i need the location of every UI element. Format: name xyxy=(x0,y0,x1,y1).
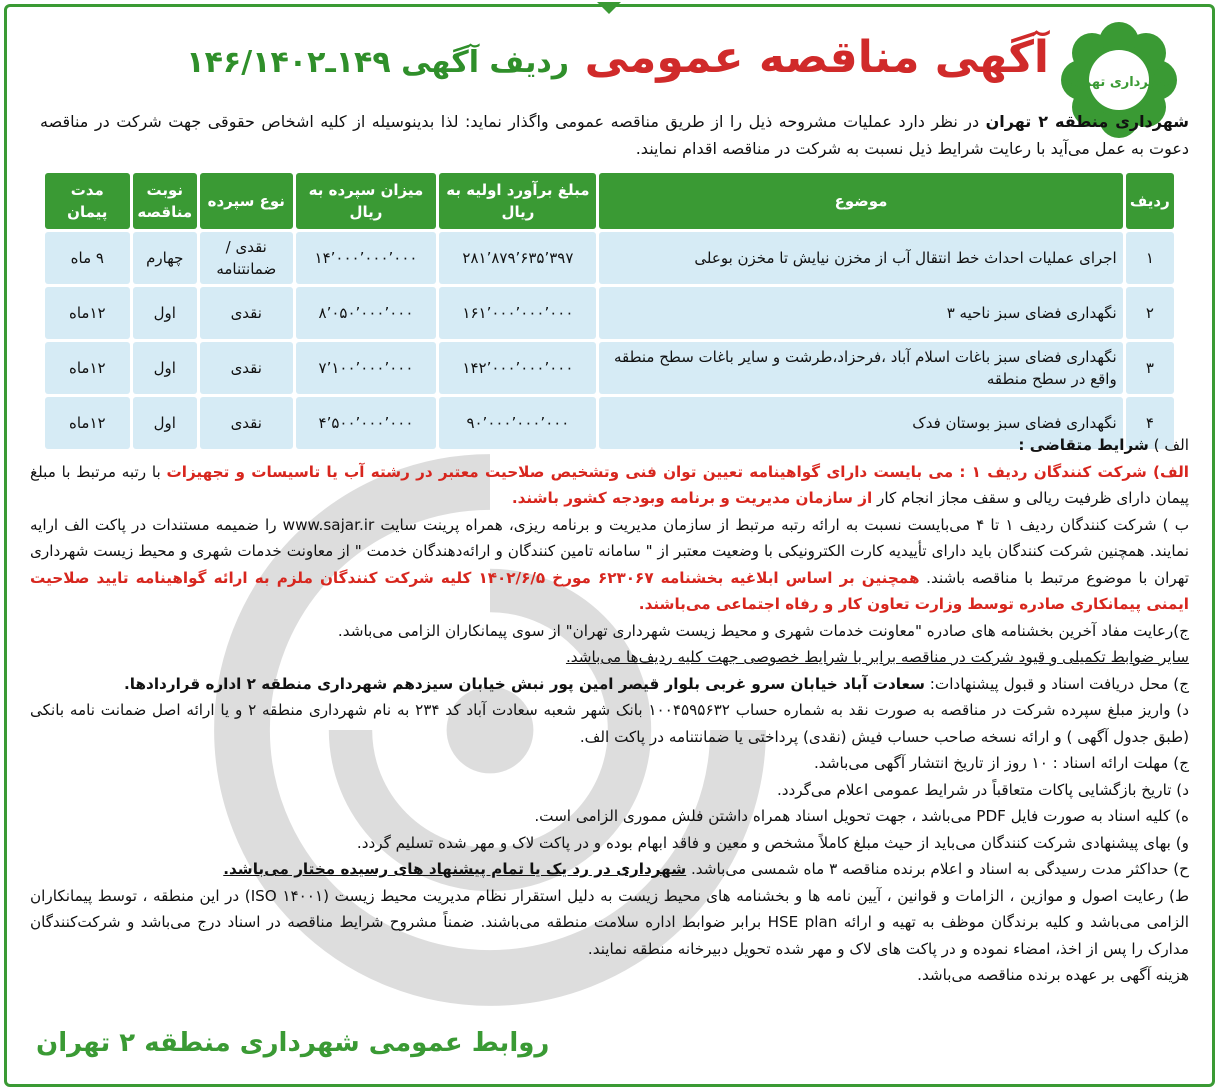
title-sub: ردیف آگهی ۱۴۹ـ۱۴۶/۱۴۰۲ xyxy=(186,45,570,80)
cell-round: چهارم xyxy=(133,232,197,284)
cell-round: اول xyxy=(133,287,197,339)
cell-subject: نگهداری فضای سبز باغات اسلام آباد ،فرحزاد،طرشت و سایر باغات سطح منطقه واقع در سطح منطقه xyxy=(599,342,1122,394)
item-review: ح) حداکثر مدت رسیدگی به اسناد و اعلام برنده مناقصه ۳ ماه شمسی می‌باشد. شهرداری در رد یک یا تمام پیشنهاد های رسیده مختار می‌باشد. xyxy=(223,860,1189,878)
cell-round: اول xyxy=(133,342,197,394)
cell-subject: نگهداری فضای سبز بوستان فدک xyxy=(599,397,1122,449)
border-notch xyxy=(597,2,621,14)
cell-deposit: ۱۴٬۰۰۰٬۰۰۰٬۰۰۰ xyxy=(296,232,437,284)
item-environment: ط) رعایت اصول و موازین ، الزامات و قوانین ، آیین نامه ها و بخشنامه های محیط زیست به دلیل استقرار نظام مدیریت محیط زیست (ISO ۱۴۰۰۱) در این منطقه ، توسط پیمانکاران الزامی می‌باشد و کلیه برندگان موظف به تهیه و ارائه HSE plan برابر ضوابط اداره سلامت منطقه می‌باشند. ضمناً مشروح شرایط مناقصه در اسناد درج می‌باشد و شرکت‌کنندگان مدارک را پس از اخذ، امضاء نموده و در پاکت های لاک و مهر شده تحویل دبیرخانه منطقه نمایند. xyxy=(30,886,1189,958)
cell-no: ۴ xyxy=(1126,397,1174,449)
cell-round: اول xyxy=(133,397,197,449)
col-subject: موضوع xyxy=(599,173,1122,229)
cell-deposit-type: نقدی / ضمانتنامه xyxy=(200,232,293,284)
cell-estimate: ۹۰٬۰۰۰٬۰۰۰٬۰۰۰ xyxy=(439,397,596,449)
cell-duration: ۱۲ماه xyxy=(45,287,130,339)
cell-estimate: ۲۸۱٬۸۷۹٬۶۳۵٬۳۹۷ xyxy=(439,232,596,284)
col-deposit-type: نوع سپرده xyxy=(200,173,293,229)
item-deposit: د) واریز مبلغ سپرده شرکت در مناقصه به صورت نقد به شماره حساب ۱۰۰۴۵۹۵۶۳۲ بانک شهر شعبه سعادت آباد کد ۲۳۴ به نام شهرداری منطقه ۲ و یا ارائه اصل ضمانت نامه بانکی (طبق جدول آگهی ) و ارائه نسخه صاحب حساب فیش (نقدی) پرداختی یا ضمانتنامه در پاکت الف. xyxy=(30,701,1189,746)
cell-deposit-type: نقدی xyxy=(200,397,293,449)
item-cost: هزینه آگهی بر عهده برنده مناقصه می‌باشد. xyxy=(917,966,1189,984)
organization-name: شهرداری منطقه ۲ تهران xyxy=(985,112,1190,131)
cell-deposit: ۸٬۰۵۰٬۰۰۰٬۰۰۰ xyxy=(296,287,437,339)
cell-subject: اجرای عملیات احداث خط انتقال آب از مخزن نیایش تا مخزن بوعلی xyxy=(599,232,1122,284)
item-deadline: ج) مهلت ارائه اسناد : ۱۰ روز از تاریخ انتشار آگهی می‌باشد. xyxy=(813,754,1189,772)
condition-b: ب ) شرکت کنندگان ردیف ۱ تا ۴ می‌بایست نسبت به ارائه رتبه مرتبط از سازمان مدیریت و برنامه ریزی، همراه پرینت سایت www.sajar.ir را ضمیمه مستندات در پاکت الف ارایه نمایند. همچنین شرکت کنندگان باید دارای تأییدیه کارت الکترونیکی با وضعیت معتبر از " سامانه تامین کنندگان و ارائه‌دهندگان خدمت " از معاونت خدمات شهری و محیط زیست شهرداری تهران با موضوع مرتبط با مناقصه باشند. همچنین بر اساس ابلاغیه بخشنامه ۶۲۳۰۶۷ مورخ ۱۴۰۲/۶/۵ کلیه شرکت کنندگان ملزم به ارائه گواهینامه تایید صلاحیت ایمنی پیمانکاری صادره توسط وزارت تعاون کار و رفاه اجتماعی می‌باشند. xyxy=(30,515,1189,613)
cell-deposit-type: نقدی xyxy=(200,342,293,394)
condition-a: الف) شرکت کنندگان ردیف ۱ : می بایست دارای گواهینامه تعیین توان فنی وتشخیص صلاحیت معتبر در رشته آب یا تاسیسات و تجهیزات با رتبه مرتبط با مبلغ پیمان دارای ظرفیت ریالی و سقف مجاز انجام کار از سازمان مدیریت و برنامه وبودجه کشور باشند. xyxy=(30,462,1189,507)
item-location: ج) محل دریافت اسناد و قبول پیشنهادات: سعادت آباد خیابان سرو غربی بلوار قیصر امین پور نبش خیابان سیزدهم شهرداری منطقه ۲ اداره قراردادها. xyxy=(124,674,1189,693)
col-round: نوبت مناقصه xyxy=(133,173,197,229)
cell-estimate: ۱۴۲٬۰۰۰٬۰۰۰٬۰۰۰ xyxy=(439,342,596,394)
table-row xyxy=(45,287,1174,339)
condition-d: سایر ضوابط تکمیلی و قیود شرکت در مناقصه برابر با شرایط خصوصی جهت کلیه ردیف‌ها می‌باشد. xyxy=(565,648,1189,666)
intro-paragraph xyxy=(40,108,1189,162)
cell-deposit-type: نقدی xyxy=(200,287,293,339)
cell-no: ۳ xyxy=(1126,342,1174,394)
table-row xyxy=(45,342,1174,394)
item-opening: د) تاریخ بازگشایی پاکات متعاقباً در شرایط عمومی اعلام می‌گردد. xyxy=(776,780,1189,799)
item-pdf: ه) کلیه اسناد به صورت فایل PDF می‌باشد ، جهت تحویل اسناد همراه داشتن فلش مموری الزامی است. xyxy=(534,807,1189,825)
cell-estimate: ۱۶۱٬۰۰۰٬۰۰۰٬۰۰۰ xyxy=(439,287,596,339)
header xyxy=(0,14,1219,102)
intro-text: در نظر دارد عملیات مشروحه ذیل را از طریق مناقصه عمومی واگذار نماید: لذا بدینوسیله از کلیه اشخاص حقوقی جهت شرکت در مناقصه دعوت به عمل می‌آید با رعایت شرایط ذیل نسبت به شرکت در مناقصه اقدام نمایند. xyxy=(40,112,1189,158)
notice-title xyxy=(186,32,1049,83)
cell-duration: ۱۲ماه xyxy=(45,397,130,449)
cell-duration: ۱۲ماه xyxy=(45,342,130,394)
cell-no: ۲ xyxy=(1126,287,1174,339)
item-price: و) بهای پیشنهادی شرکت کنندگان می‌باید از حیث مبلغ کاملاً مشخص و معین و فاقد ابهام بوده و در پاکت لاک و مهر شده تسلیم گردد. xyxy=(356,833,1189,852)
cell-no: ۱ xyxy=(1126,232,1174,284)
condition-c: ج)رعایت مفاد آخرین بخشنامه های صادره "معاونت خدمات شهری و محیط زیست شهرداری تهران" از سوی پیمانکاران الزامی می‌باشد. xyxy=(337,621,1189,640)
conditions-body xyxy=(30,432,1189,989)
col-no: ردیف xyxy=(1126,173,1174,229)
title-main: آگهی مناقصه عمومی xyxy=(584,32,1049,83)
cell-subject: نگهداری فضای سبز ناحیه ۳ xyxy=(599,287,1122,339)
col-estimate: مبلغ برآورد اولیه به ریال xyxy=(439,173,596,229)
cell-deposit: ۷٬۱۰۰٬۰۰۰٬۰۰۰ xyxy=(296,342,437,394)
logo-text: شهرداری تهران xyxy=(1068,75,1170,90)
table-header-row xyxy=(45,173,1174,229)
conditions-heading: الف ) شرایط متقاضی : xyxy=(1018,436,1189,454)
public-relations-signature: روابط عمومی شهرداری منطقه ۲ تهران xyxy=(36,1028,550,1058)
table-row xyxy=(45,232,1174,284)
cell-duration: ۹ ماه xyxy=(45,232,130,284)
cell-deposit: ۴٬۵۰۰٬۰۰۰٬۰۰۰ xyxy=(296,397,437,449)
col-deposit: میزان سپرده به ریال xyxy=(296,173,437,229)
col-duration: مدت پیمان xyxy=(45,173,130,229)
tender-table xyxy=(42,170,1177,452)
